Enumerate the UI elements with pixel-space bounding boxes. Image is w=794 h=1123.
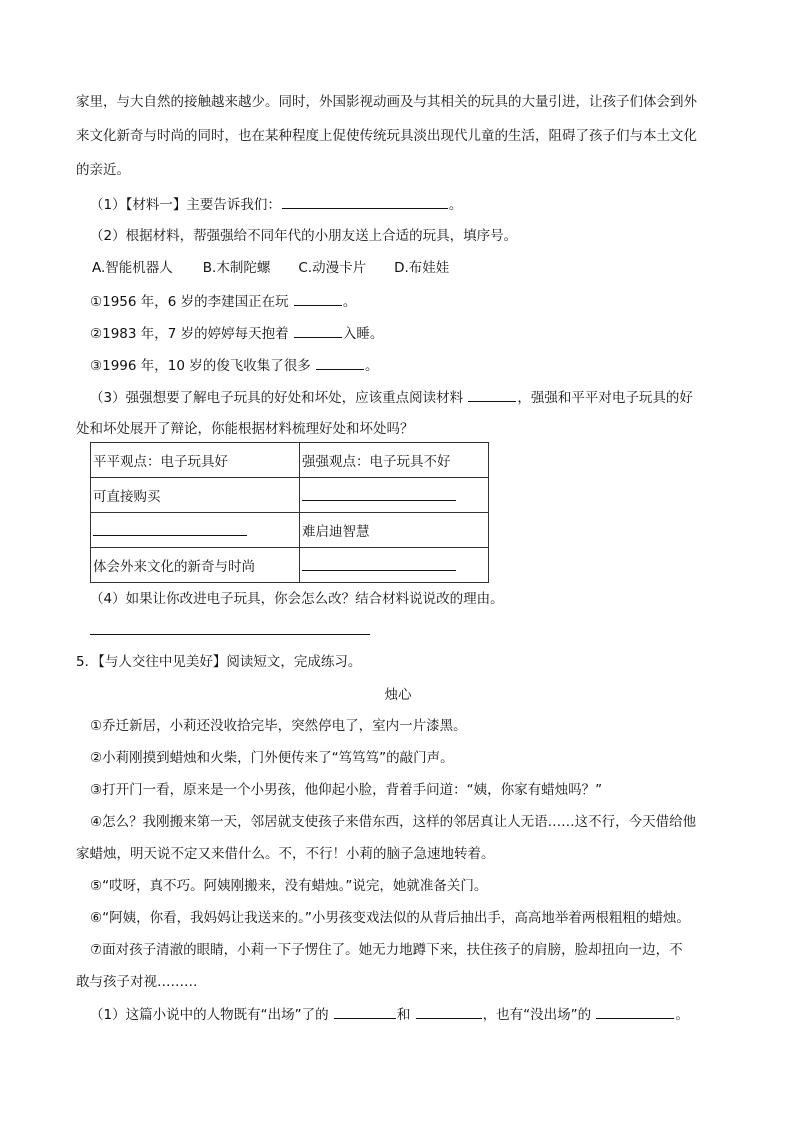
sub-item-text: ①1956 年，6 岁的李建国正在玩 — [90, 294, 293, 310]
question-1 — [90, 194, 462, 215]
story-paragraph: ⑥“阿姨，你看，我妈妈让我送来的。”小男孩变戏法似的从背后抽出手，高高地举着两根粗粗的蜡烛。 — [90, 910, 690, 926]
table-row — [91, 443, 489, 478]
intro-line: 家里，与大自然的接触越来越少。同时，外国影视动画及与其相关的玩具的大量引进，让孩子们体会到外 — [76, 94, 697, 110]
answer-blank[interactable] — [416, 1004, 482, 1019]
answer-blank[interactable] — [302, 486, 456, 501]
table-header-left: 平平观点：电子玩具好 — [91, 443, 300, 478]
story-paragraph: ⑦面对孩子清澈的眼睛，小莉一下子愣住了。她无力地蹲下来，扶住孩子的肩膀，脸却扭向一边，不 — [90, 942, 683, 958]
question-4: （4）如果让你改进电子玩具，你会怎么改？结合材料说说改的理由。 — [90, 591, 504, 607]
answer-blank[interactable] — [294, 323, 342, 338]
section-5-heading: 5．【与人交往中见美好】阅读短文，完成练习。 — [76, 654, 362, 670]
question-5-1-text: （1）这篇小说中的人物既有“出场”了的 — [90, 1007, 333, 1023]
question-3-text-cont: ，强强和平平对电子玩具的好 — [517, 390, 693, 406]
answer-blank[interactable] — [93, 521, 247, 536]
story-paragraph: ⑤“哎呀，真不巧。阿姨刚搬来，没有蜡烛。”说完，她就准备关门。 — [90, 878, 488, 894]
sub-item-text: ②1983 年，7 岁的婷婷每天抱着 — [90, 326, 293, 342]
answer-blank[interactable] — [334, 1004, 396, 1019]
sub-item-end: 。 — [342, 294, 357, 310]
story-paragraph: ①乔迁新居，小莉还没收拾完毕，突然停电了，室内一片漆黑。 — [90, 718, 467, 734]
story-paragraph-cont: 敢与孩子对视……… — [76, 974, 198, 990]
option-b: B.木制陀螺 — [202, 260, 271, 276]
answer-blank[interactable] — [468, 387, 516, 402]
intro-line: 的亲近。 — [76, 162, 130, 178]
answer-line[interactable] — [90, 634, 370, 635]
story-paragraph: ②小莉刚摸到蜡烛和火柴，门外便传来了“笃笃笃”的敲门声。 — [90, 750, 454, 766]
table-cell-blank[interactable] — [300, 548, 489, 583]
story-paragraph: ④怎么？我刚搬来第一天，邻居就支使孩子来借东西，这样的邻居真让人无语……这不行，今天借给他 — [90, 814, 697, 830]
answer-blank[interactable] — [316, 355, 364, 370]
punctuation: 。 — [448, 197, 463, 213]
table-row — [91, 548, 489, 583]
sub-item-text: ③1996 年，10 岁的俊飞收集了很多 — [90, 358, 316, 374]
answer-blank[interactable] — [294, 291, 342, 306]
table-cell: 体会外来文化的新奇与时尚 — [91, 548, 300, 583]
table-row — [91, 513, 489, 548]
question-3-line2: 处和坏处展开了辩论，你能根据材料梳理好处和坏处吗？ — [76, 421, 414, 437]
question-5-1-text-mid: 和 — [396, 1007, 415, 1023]
intro-line: 来文化新奇与时尚的同时，也在某种程度上促使传统玩具淡出现代儿童的生活，阻碍了孩子们与本土文化 — [76, 128, 697, 144]
table-cell-blank[interactable] — [91, 513, 300, 548]
question-5-1 — [90, 1004, 689, 1025]
sub-item — [90, 291, 356, 312]
sub-item — [90, 355, 379, 376]
option-c: C.动漫卡片 — [298, 260, 367, 276]
sub-item — [90, 323, 383, 344]
answer-blank[interactable] — [596, 1004, 674, 1019]
comparison-table — [90, 442, 489, 583]
question-3 — [90, 387, 693, 408]
table-cell: 可直接购买 — [91, 478, 300, 513]
sub-item-end: 入睡。 — [342, 326, 384, 342]
table-cell: 难启迪智慧 — [300, 513, 489, 548]
question-1-text: （1）【材料一】主要告诉我们： — [90, 197, 281, 213]
table-header-right: 强强观点：电子玩具不好 — [300, 443, 489, 478]
sub-item-end: 。 — [365, 358, 379, 374]
question-5-1-text-mid2: ，也有“没出场”的 — [482, 1007, 596, 1023]
option-a: A.智能机器人 — [92, 260, 173, 276]
story-title: 烛心 — [384, 687, 412, 703]
table-cell-blank[interactable] — [300, 478, 489, 513]
question-2: （2）根据材料，帮强强给不同年代的小朋友送上合适的玩具，填序号。 — [90, 228, 518, 244]
answer-blank[interactable] — [282, 194, 448, 209]
punctuation: 。 — [675, 1007, 689, 1023]
answer-blank[interactable] — [302, 556, 456, 571]
story-paragraph: ③打开门一看，原来是一个小男孩，他仰起小脸，背着手问道：“姨，你家有蜡烛吗？” — [90, 782, 603, 798]
table-row — [91, 478, 489, 513]
question-3-text: （3）强强想要了解电子玩具的好处和坏处，应该重点阅读材料 — [90, 390, 468, 406]
option-d: D.布娃娃 — [394, 260, 450, 276]
options-row — [92, 258, 449, 278]
story-paragraph-cont: 家蜡烛，明天说不定又来借什么。不，不行！小莉的脑子急速地转着。 — [76, 846, 495, 862]
